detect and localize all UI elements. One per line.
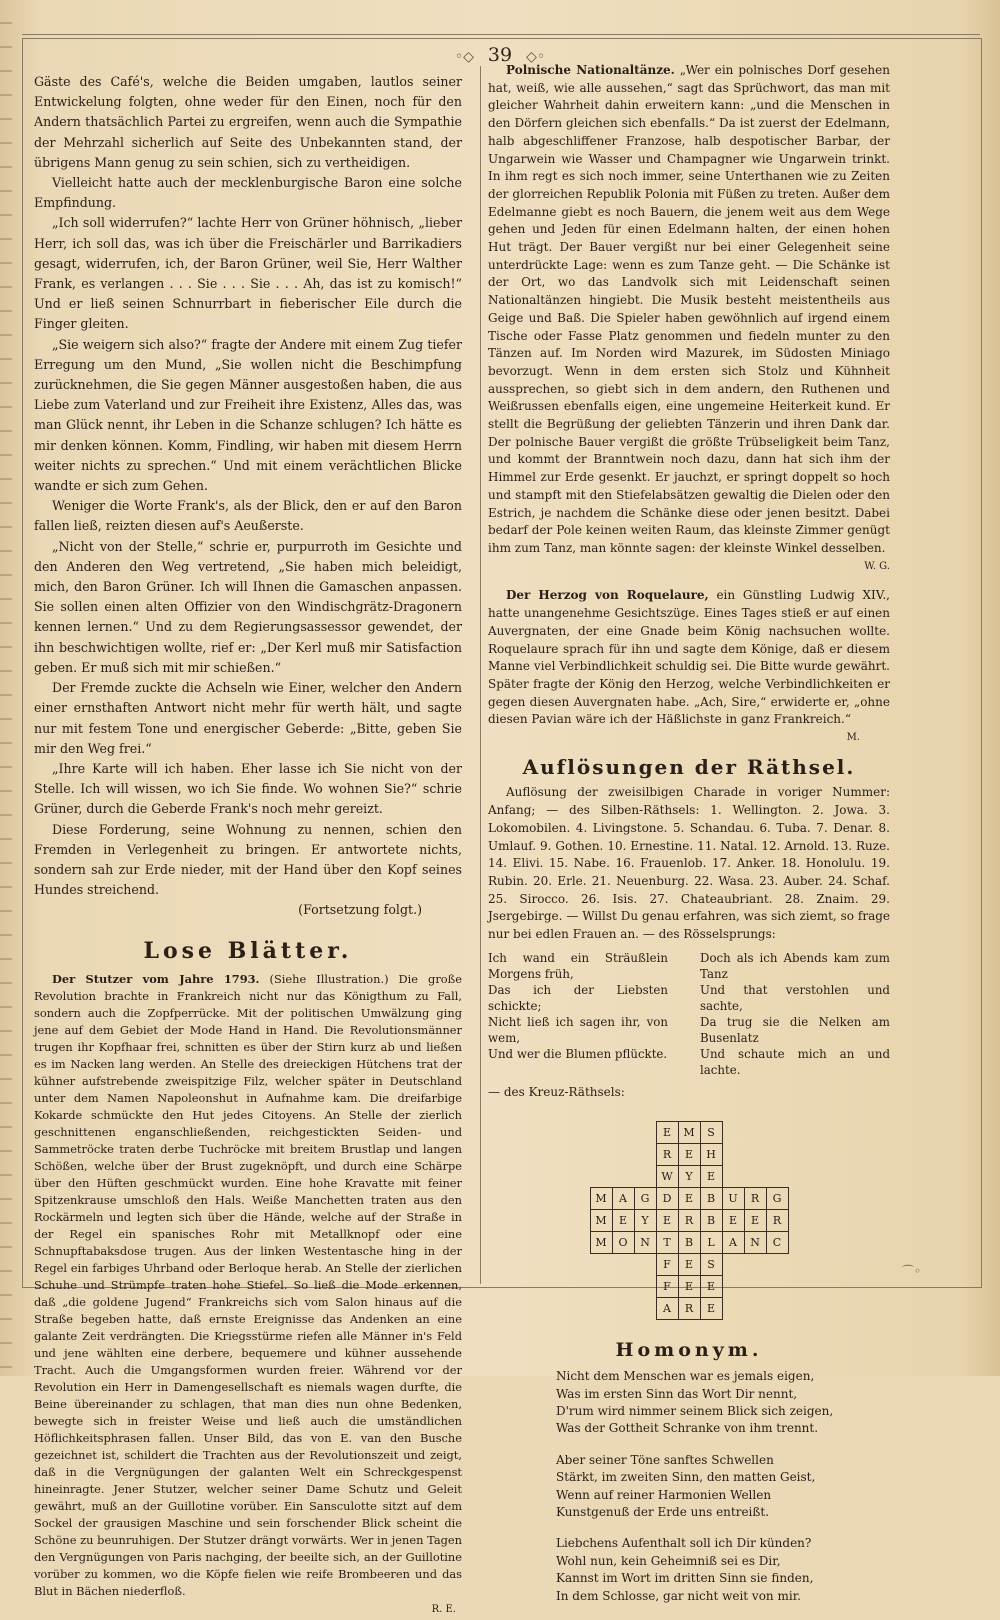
left-column xyxy=(34,72,462,1620)
cross-empty xyxy=(722,1166,744,1188)
verse-line: Und wer die Blumen pflückte. xyxy=(488,1046,668,1061)
poem-line: In dem Schlosse, gar nicht weit von mir. xyxy=(556,1588,801,1603)
verse-line: Und that verstohlen und sachte, xyxy=(700,982,890,1013)
cross-cell: E xyxy=(678,1144,700,1166)
cross-row xyxy=(590,1210,788,1232)
cross-cell: B xyxy=(700,1188,722,1210)
cross-cell: H xyxy=(700,1144,722,1166)
header-ornament-right: ◇◦ xyxy=(526,49,546,65)
cross-empty xyxy=(590,1122,612,1144)
novel-paragraph: Weniger die Worte Frank's, als der Blick, den er auf den Baron fallen ließ, reizten diesen auf's Aeußerste. xyxy=(34,498,462,534)
cross-empty xyxy=(766,1298,788,1320)
page-number: 39 xyxy=(487,44,513,66)
cross-empty xyxy=(612,1254,634,1276)
stutzer-text: (Siehe Illustration.) Die große Revolution brachte in Frankreich nicht nur das Königthum zu Fall, sondern auch die Zopfperrücke. Mit der politischen Umwälzung ging jene auf dem Gebiet der Mode Hand in Hand. Die Revolutionsmänner trugen ihr Kopfhaar frei, schnitten es über der Stirn kurz ab und ließen es im Nacken lang werden. An Stelle des dreieckigen Hütchens trat der kühner aufstrebende zweispitzige Filz, welcher später in Deutschland unter dem Namen Napoleonshut in Aufnahme kam. Die dreifarbige Kokarde schmückte den Hut jedes Citoyens. An Stelle der zierlich geschnittenen enganschließenden, reichgestickten Seiden- und Sammetröcke traten derbe Tuchröcke mit breitem Brustlap und langen Schößen, welche über der Brust zugeknöpft, und durch eine Schärpe über den Hüften geschmückt wurden. Eine hohe Kravatte mit feiner Spitzenkrause umschloß den Hals. Weiße Manchetten traten aus den Rockärmeln und legten sich über die Hände, welche auf der Straße in der Regel ein spanisches Rohr mit Metallknopf oder eine Schnupftabaksdose trugen. Aus der linken Westentasche hing in der Regel ein farbiges Uhrband oder Berloque herab. An Stelle der zierlichen Schuhe und Strümpfe traten hohe Stiefel. So ließ die Mode erkennen, daß „die goldene Jugend“ Frankreichs sich vom Salon hinaus auf die Straße begeben hatte, daß ernste Ereignisse das Andenken an eine galante Zeit verdrängten. Die Kriegsstürme riefen alle Männer in's Feld und jene wählten eine derbere, bequemere und kühner aussehende Tracht. Auch die Umgangsformen wurden freier. Während vor der Revolution ein Herr in Damengesellschaft es niemals wagen durfte, die Beine übereinander zu schlagen, that man dies nun ohne Bedenken, bewegte sich in freister Weise und ließ auch die umständlichen Höflichkeitsphrasen fallen. Unser Bild, das von E. van den Busche gezeichnet ist, schildert die Trachten aus der Revolutionszeit und zeigt, daß in die Vergnügungen der galanten Welt ein Schreckgespenst hineinragte. Jener Stutzer, welcher seiner Dame Schutz und Geleit gewährt, muß an der Guillotine vorüber. Ein Sansculotte sitzt auf dem Sockel der grausigen Maschine und sein forschender Blick scheint die Schöne zu beunruhigen. Der Stutzer drängt vorwärts. Wer in jenen Tagen den Vergnügungen von Paris nachging, der beeilte sich, an der Guillotine vorüber zu kommen, wo die Köpfe fielen wie reife Brombeeren und das Blut in Bächen niederfloß. xyxy=(34,971,462,1598)
cross-empty xyxy=(634,1144,656,1166)
cross-cell: D xyxy=(656,1188,678,1210)
verse-line: Und schaute mich an und lachte. xyxy=(700,1046,890,1077)
cross-cell: G xyxy=(766,1188,788,1210)
cross-cell: E xyxy=(612,1210,634,1232)
cross-row xyxy=(590,1254,788,1276)
cross-empty xyxy=(590,1298,612,1320)
cross-row xyxy=(590,1122,788,1144)
cross-cell: E xyxy=(656,1210,678,1232)
cross-empty xyxy=(722,1144,744,1166)
cross-empty xyxy=(634,1298,656,1320)
cross-puzzle-table xyxy=(590,1121,789,1320)
cross-cell: F xyxy=(656,1276,678,1298)
kreuz-label: — des Kreuz-Räthsels: xyxy=(488,1084,625,1099)
cross-empty xyxy=(744,1298,766,1320)
cross-cell: N xyxy=(744,1232,766,1254)
column-divider xyxy=(480,66,481,1284)
poem-line: Aber seiner Töne sanftes Schwellen xyxy=(556,1452,774,1467)
footer-ornament: ⌒◦ xyxy=(902,1264,922,1278)
poem-line: Kunstgenuß der Erde uns entreißt. xyxy=(556,1505,770,1519)
cross-cell: W xyxy=(656,1166,678,1188)
cross-cell: E xyxy=(700,1298,722,1320)
poem-line: Was der Gottheit Schranke von ihm trennt. xyxy=(556,1421,819,1436)
herzog-article xyxy=(488,587,890,729)
cross-cell: M xyxy=(590,1188,612,1210)
cross-cell: R xyxy=(766,1210,788,1232)
cross-empty xyxy=(634,1254,656,1276)
cross-row xyxy=(590,1188,788,1210)
polnisch-signature: W. G. xyxy=(864,560,890,572)
stutzer-title: Der Stutzer vom Jahre 1793. xyxy=(52,971,260,986)
cross-cell: Y xyxy=(634,1210,656,1232)
poem-line: Nicht dem Menschen war es jemals eigen, xyxy=(556,1369,815,1384)
poem-stanza xyxy=(556,1368,890,1438)
binding-edge xyxy=(0,0,12,1376)
cross-empty xyxy=(590,1276,612,1298)
herzog-title: Der Herzog von Roquelaure, xyxy=(506,588,709,603)
poem-line: Wenn auf reiner Harmonien Wellen xyxy=(556,1487,772,1502)
cross-empty xyxy=(722,1276,744,1298)
cross-cell: E xyxy=(700,1276,722,1298)
cross-cell: E xyxy=(744,1210,766,1232)
aufloesungen-text: Auflösung der zweisilbigen Charade in voriger Nummer: Anfang; — des Silben-Räthsels: 1. Wellington. 2. Jowa. 3. Lokomobilen. 4. Livingstone. 5. Schandau. 6. Tuba. 7. Denar. 8. Umlauf. 9. Gothen. 10. Ernestine. 11. Natal. 12. Arnold. 13. Ruze. 14. Elivi. 15. Nabe. 16. Frauenlob. 17. Anker. 18. Honolulu. 19. Rubin. 20. Erle. 21. Neuenburg. 22. Wasa. 23. Auber. 24. Schaf. 25. Sirocco. 26. Isis. 27. Chateaubriant. 28. Znaim. 29. Jsergebirge. — Willst Du genau erfahren, was sich ziemt, so frage nur bei edlen Frauen an. — des Rösselsprungs: xyxy=(488,785,890,942)
poem-line: Stärkt, im zweiten Sinn, den matten Geist, xyxy=(556,1470,816,1485)
novel-paragraph: Vielleicht hatte auch der mecklenburgische Baron eine solche Empfindung. xyxy=(34,175,462,211)
lose-blaetter-heading: Lose Blätter. xyxy=(143,937,353,964)
cross-empty xyxy=(744,1144,766,1166)
cross-cell: M xyxy=(590,1232,612,1254)
cross-cell: R xyxy=(678,1210,700,1232)
cross-empty xyxy=(612,1144,634,1166)
cross-empty xyxy=(766,1166,788,1188)
cross-cell: Y xyxy=(678,1166,700,1188)
verse-right xyxy=(700,950,890,1078)
cross-empty xyxy=(766,1122,788,1144)
verse-line: Nicht ließ ich sagen ihr, von wem, xyxy=(488,1014,668,1045)
cross-row xyxy=(590,1232,788,1254)
cross-empty xyxy=(722,1122,744,1144)
cross-cell: F xyxy=(656,1254,678,1276)
cross-cell: R xyxy=(656,1144,678,1166)
cross-cell: A xyxy=(656,1298,678,1320)
polnisch-title: Polnische Nationaltänze. xyxy=(506,63,675,77)
cross-empty xyxy=(612,1166,634,1188)
cross-empty xyxy=(722,1298,744,1320)
novel-paragraph: Gäste des Café's, welche die Beiden umgaben, lautlos seiner Entwickelung folgten, ohne weder für den Einen, noch für den Andern thatsächlich Partei zu ergreifen, wenn auch die Sympathie der Mehrzahl sicherlich auf Seite des Unbekannten stand, der übrigens Mann genug zu sein schien, sich zu vertheidigen. xyxy=(34,74,462,170)
homonym-poem xyxy=(556,1368,890,1605)
poem-line: Liebchens Aufenthalt soll ich Dir künden? xyxy=(556,1536,812,1551)
cross-empty xyxy=(612,1122,634,1144)
novel-paragraph: „Sie weigern sich also?“ fragte der Andere mit einem Zug tiefer Erregung um den Mund, „Sie wollen nicht die Beschimpfung zurücknehmen, die Sie gegen Männer ausgestoßen haben, die aus Liebe zum Vaterland und zur Freiheit ihre Existenz, Alles das, was man Glück nennt, ihr Leben in die Schanze schlugen? Ich hätte es mir denken können. Komm, Findling, wir haben mit diesem Herrn weiter nichts zu sprechen.“ Und mit einem verächtlichen Blicke wandte er sich zum Gehen. xyxy=(34,336,462,494)
cross-empty xyxy=(634,1276,656,1298)
cross-empty xyxy=(634,1166,656,1188)
cross-empty xyxy=(744,1276,766,1298)
cross-cell: A xyxy=(722,1232,744,1254)
kreuz-raetsel-grid xyxy=(488,1121,890,1320)
cross-cell: B xyxy=(700,1210,722,1232)
continuation-note: (Fortsetzung folgt.) xyxy=(298,902,422,918)
cross-cell: E xyxy=(722,1210,744,1232)
cross-empty xyxy=(634,1122,656,1144)
herzog-text: ein Günstling Ludwig XIV., hatte unangenehme Gesichtszüge. Eines Tages stieß er auf einen Auvergnaten, der eine Gnade beim König nachsuchen wollte. Roquelaure sprach für ihn und sagte dem Könige, daß er diesem Manne viel Verbindlichkeit schuldig sei. Die Bitte wurde gewährt. Später fragte der König den Herzog, welche Verbindlichkeiten er gegen diesen Auvergnaten habe. „Ach, Sire,“ erwiderte er, „ohne diesen Pavian wäre ich der Häßlichste in ganz Frankreich.“ xyxy=(488,588,890,727)
cross-cell: S xyxy=(700,1122,722,1144)
cross-cell: E xyxy=(678,1254,700,1276)
cross-cell: L xyxy=(700,1232,722,1254)
cross-cell: B xyxy=(678,1232,700,1254)
cross-empty xyxy=(590,1254,612,1276)
right-column xyxy=(488,62,890,1619)
novel-paragraph: „Ihre Karte will ich haben. Eher lasse ich Sie nicht von der Stelle. Ich will wissen, wo ich Sie finde. Wo wohnen Sie?“ schrie Grüner, durch die Geberde Frank's noch mehr gereizt. xyxy=(34,760,462,817)
poem-line: D'rum wird nimmer seinem Blick sich zeigen, xyxy=(556,1403,834,1418)
cross-cell: U xyxy=(722,1188,744,1210)
poem-line: Wohl nun, kein Geheimniß sei es Dir, xyxy=(556,1553,781,1568)
cross-row xyxy=(590,1298,788,1320)
cross-cell: E xyxy=(700,1166,722,1188)
cross-row xyxy=(590,1276,788,1298)
stutzer-article xyxy=(34,971,462,1600)
poem-stanza xyxy=(556,1452,890,1522)
cross-cell: N xyxy=(634,1232,656,1254)
cross-empty xyxy=(744,1254,766,1276)
cross-empty xyxy=(722,1254,744,1276)
poem-line: Was im ersten Sinn das Wort Dir nennt, xyxy=(556,1386,798,1401)
novel-paragraph: „Ich soll widerrufen?“ lachte Herr von Grüner höhnisch, „lieber Herr, ich soll das, was ich über die Freischärler und Barrikadiers gesagt, widerrufen, ich, der Baron Grüner, weil Sie, Herr Walther Frank, es verlangen . . . Sie . . . Sie . . . Ah, das ist zu komisch!“ Und er ließ seinen Schnurrbart in fieberischer Eile durch die Finger gleiten. xyxy=(34,215,462,332)
cross-row xyxy=(590,1166,788,1188)
cross-cell: T xyxy=(656,1232,678,1254)
header-ornament-left: ◦◇ xyxy=(454,49,474,65)
novel-paragraph: Der Fremde zuckte die Achseln wie Einer, welcher den Andern einer ernsthaften Antwort nicht mehr für werth hält, und sagte nur mit festem Tone und energischer Geberde: „Bitte, geben Sie mir den Weg frei.“ xyxy=(34,680,462,756)
verse-left xyxy=(488,950,668,1078)
cross-cell: S xyxy=(700,1254,722,1276)
polnisch-article xyxy=(488,62,890,558)
verse-line: Das ich der Liebsten schickte; xyxy=(488,982,668,1013)
novel-paragraph: Diese Forderung, seine Wohnung zu nennen, schien den Fremden in Verlegenheit zu bringen. Er antwortete nichts, sondern sah zur Erde nieder, mit der Hand über den Kopf seines Hundes streichend. xyxy=(34,821,462,898)
cross-cell: G xyxy=(634,1188,656,1210)
cross-empty xyxy=(612,1298,634,1320)
cross-cell: C xyxy=(766,1232,788,1254)
cross-row xyxy=(590,1144,788,1166)
top-rule xyxy=(22,34,980,35)
cross-empty xyxy=(744,1166,766,1188)
cross-empty xyxy=(590,1166,612,1188)
poem-line: Kannst im Wort im dritten Sinn sie finden, xyxy=(556,1571,814,1586)
cross-cell: R xyxy=(744,1188,766,1210)
cross-empty xyxy=(590,1144,612,1166)
cross-cell: O xyxy=(612,1232,634,1254)
cross-cell: E xyxy=(678,1276,700,1298)
cross-cell: E xyxy=(678,1188,700,1210)
verse-line: Da trug sie die Nelken am Busenlatz xyxy=(700,1014,890,1045)
polnisch-text: „Wer ein polnisches Dorf gesehen hat, weiß, wie alle aussehen,“ sagt das Sprüchwort, das man mit gleicher Wahrheit dahin erweitern kann: „und die Menschen in den Dörfern gleichen sich ebenfalls.“ Da ist zuerst der Edelmann, halb abgeschliffener Franzose, halb despotischer Barbar, der Ungarwein wie Wasser und Champagner wie Ungarwein trinkt. In ihm regt es sich noch immer, seine Unterthanen wie zu Zeiten der glorreichen Republik Polonia mit Füßen zu treten. Außer dem Edelmanne giebt es noch Bauern, die jenem weit aus dem Wege gehen und Jeden für einen Edelmann halten, der einen hohen Hut trägt. Der Bauer vergißt nur bei einer Gelegenheit seine unterdrückte Lage: wenn es zum Tanze geht. — Die Schänke ist der Ort, wo das Landvolk sich mit Leidenschaft seinen Nationaltänzen hingiebt. Die Musik besteht meistentheils aus Geige und Baß. Die Spieler haben gewöhnlich auf irgend einem Tische oder Fasse Platz genommen und fiedeln munter zu den Tänzen auf. Im Norden wird Mazurek, im Südosten Miniago bevorzugt. Wenn in dem ersten sich Stolz und Kühnheit aussprechen, so giebt sich in dem andern, den Ruthenen und Weißrussen ebenfalls eigen, eine ungemeine Heiterkeit kund. Er stellt die Begrüßung der geliebten Tänzerin und ihren Dank dar. Der polnische Bauer vergißt die größte Trübseligkeit beim Tanz, und kommt der Branntwein noch dazu, dann hat sich ihm der Himmel zur Erde gesenkt. Er jauchzt, er springt doppelt so hoch und stampft mit den Stiefelabsätzen gewaltig die Dielen oder den Estrich, je nachdem die Schänke diese oder jenen besitzt. Dabei bedarf der Pole keinen weiten Raum, das kleinste Zimmer genügt ihm zum Tanz, man könnte sagen: der kleinste Winkel desselben. xyxy=(488,63,890,555)
homonym-heading: Homonym. xyxy=(615,1339,763,1362)
roesselsprung-verse xyxy=(488,950,890,1078)
verse-line: Ich wand ein Sträußlein Morgens früh, xyxy=(488,950,668,981)
stutzer-signature: R. E. xyxy=(431,1603,456,1615)
herzog-signature: M. xyxy=(846,732,860,744)
verse-line: Doch als ich Abends kam zum Tanz xyxy=(700,950,890,981)
cross-empty xyxy=(612,1276,634,1298)
cross-empty xyxy=(766,1276,788,1298)
cross-cell: A xyxy=(612,1188,634,1210)
novel-paragraph: „Nicht von der Stelle,“ schrie er, purpurroth im Gesichte und den Anderen den Weg vertretend, „Sie haben mich beleidigt, mich, den Baron Grüner. Ich will Ihnen die Gamaschen anpassen. Sie sollen einen alten Offizier von den Windischgrätz-Dragonern kennen lernen.“ Und zu dem Regierungsassessor gewendet, der ihn beschwichtigen wollte, rief er: „Der Kerl muß mir Satisfaction geben. Er muß sich mit mir schießen.“ xyxy=(34,538,462,675)
aufloesungen-heading: Auflösungen der Räthsel. xyxy=(522,754,856,779)
cross-cell: E xyxy=(656,1122,678,1144)
cross-empty xyxy=(744,1122,766,1144)
poem-stanza xyxy=(556,1535,890,1605)
cross-empty xyxy=(766,1144,788,1166)
cross-empty xyxy=(766,1254,788,1276)
cross-cell: M xyxy=(678,1122,700,1144)
cross-cell: M xyxy=(590,1210,612,1232)
cross-cell: R xyxy=(678,1298,700,1320)
